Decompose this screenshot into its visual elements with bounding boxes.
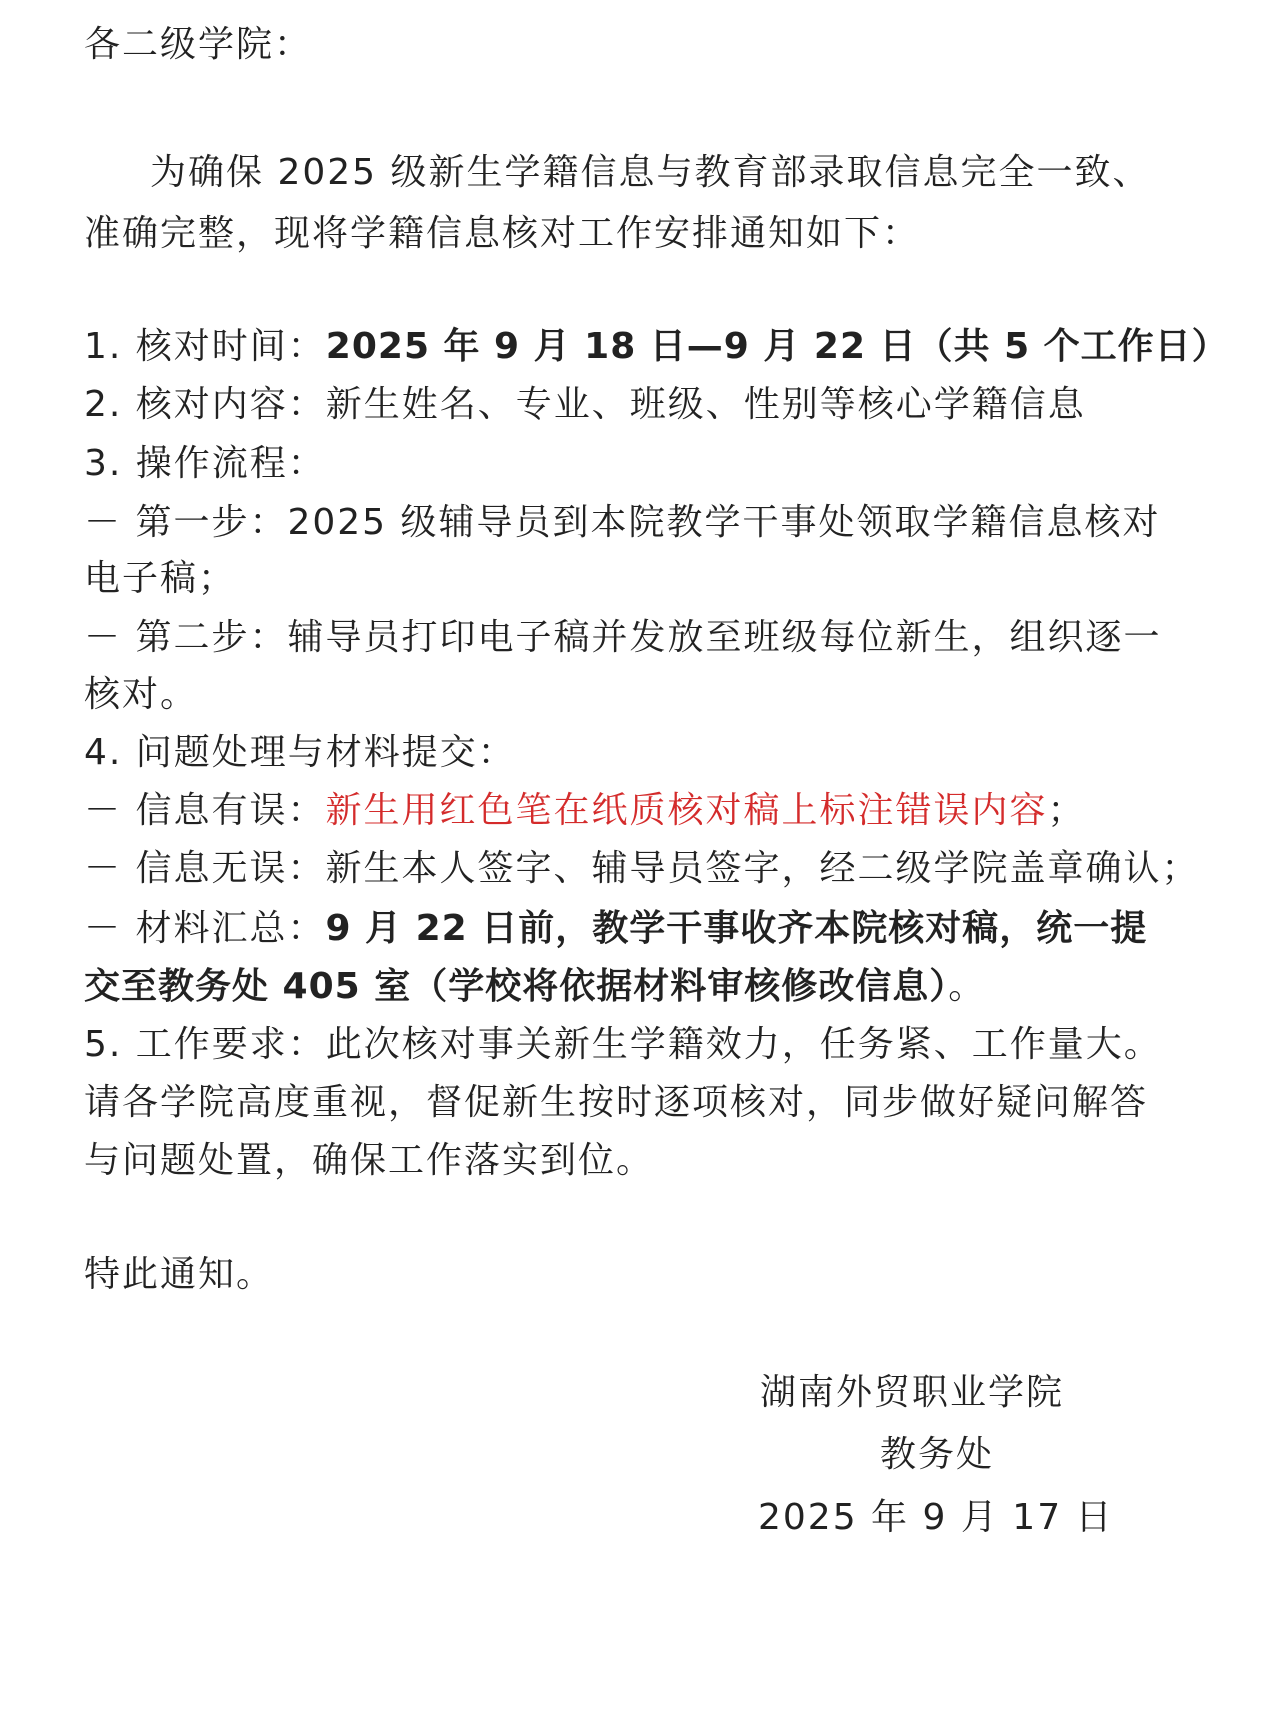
salutation: 各二级学院： [84,24,313,65]
intro-line-2: 准确完整，现将学籍信息核对工作安排通知如下： [84,213,921,254]
error-label: － 信息有误： [84,790,326,831]
collect-value-2: 交至教务处 405 室（学校将依据材料审核修改信息） [84,966,949,1007]
intro-line-1: 为确保 2025 级新生学籍信息与教育部录取信息完全一致、 [150,152,1151,193]
ok-handling-line: － 信息无误：新生本人签字、辅导员签字，经二级学院盖章确认； [84,848,1200,889]
item-5-line-1: 5. 工作要求：此次核对事关新生学籍效力，任务紧、工作量大。 [84,1024,1162,1065]
collect-label: － 材料汇总： [84,908,326,949]
item-2-verification-content: 2. 核对内容：新生姓名、专业、班级、性别等核心学籍信息 [84,384,1086,425]
step-1-line-2: 电子稿； [84,558,237,599]
collect-value-1: 9 月 22 日前，教学干事收齐本院核对稿，统一提 [325,908,1148,949]
item-4-title: 4. 问题处理与材料提交： [84,732,516,773]
item-1-verification-time [84,316,1229,378]
item-5-line-2: 请各学院高度重视，督促新生按时逐项核对，同步做好疑问解答 [84,1082,1149,1123]
item-5-line-3: 与问题处置，确保工作落实到位。 [84,1140,655,1181]
error-instruction-highlight: 新生用红色笔在纸质核对稿上标注错误内容 [325,790,1048,831]
step-2-line-1: － 第二步：辅导员打印电子稿并发放至班级每位新生，组织逐一 [84,617,1162,658]
step-1-line-1: － 第一步：2025 级辅导员到本院教学干事处领取学籍信息核对 [84,502,1161,543]
error-end: ； [1047,790,1086,831]
collect-line-2 [84,956,986,1018]
signature-office: 教务处 [880,1434,995,1475]
signature-school: 湖南外贸职业学院 [760,1372,1065,1413]
item-3-title: 3. 操作流程： [84,443,326,484]
collect-end: 。 [948,966,987,1007]
closing: 特此通知。 [84,1254,275,1295]
error-handling-line [84,780,1085,842]
signature-date: 2025 年 9 月 17 日 [758,1497,1114,1538]
item-1-value: 2025 年 9 月 18 日—9 月 22 日（共 5 个工作日） [325,326,1229,367]
item-1-label: 1. 核对时间： [84,326,326,367]
step-2-line-2: 核对。 [84,674,199,715]
collect-line-1 [84,898,1147,960]
